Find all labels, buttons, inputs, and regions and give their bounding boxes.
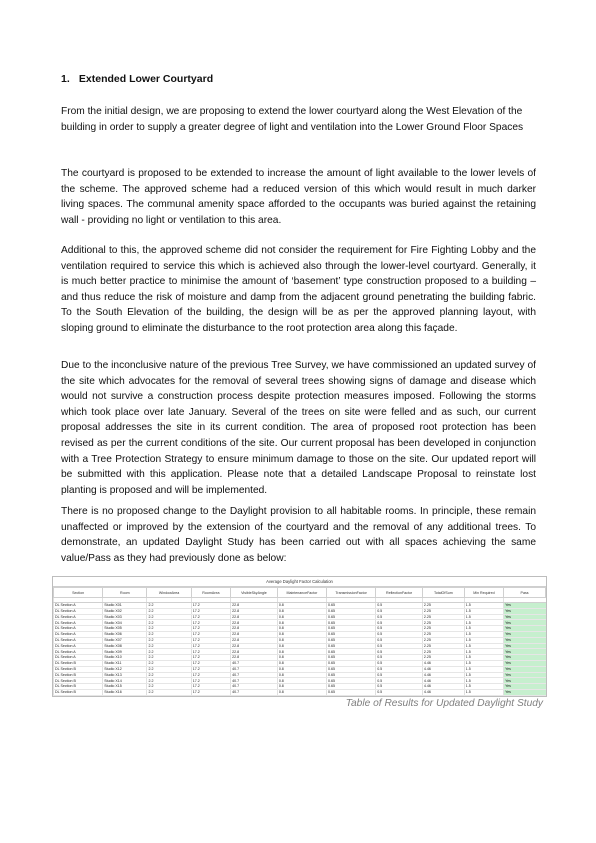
table-cell: 40.7 <box>231 678 278 684</box>
pass-cell: Yes <box>504 649 546 655</box>
table-cell: 2.25 <box>422 608 464 614</box>
paragraph: Due to the inconclusive nature of the previous Tree Survey, we have commissioned an updated survey of the site which advocates for the removal of several trees showing signs of damage and disease which would not survive a construction process despite protection measures imposed. Following the storms which took place over late January. Several of the trees on site were felled and as such, our current proposal addresses the site in its current condition. The area of proposed root protection has been revised as per the current conditions of the site. Our current proposal has been developed in conjunction with a Tree Protection Strategy to ensure minimum damage to those on the site. Our updated report will be submitted with this application. Please note that a detailed Landscape Proposal to reinstate lost planting is proposed and will be implemented. <box>61 360 536 496</box>
table-cell: Studio X07 <box>103 637 147 643</box>
table-cell: Studio X11 <box>103 660 147 666</box>
table-cell: 2.2 <box>147 684 191 690</box>
table-cell: 17.2 <box>191 637 230 643</box>
table-cell: 40.7 <box>231 684 278 690</box>
table-cell: 1.5 <box>464 678 503 684</box>
table-cell: Studio X06 <box>103 631 147 637</box>
table-cell: 4.46 <box>422 672 464 678</box>
table-cell: 2.25 <box>422 614 464 620</box>
pass-cell: Yes <box>504 614 546 620</box>
table-cell: DL Section B <box>54 660 103 666</box>
table-cell: 17.2 <box>191 689 230 695</box>
table-cell: 1.5 <box>464 643 503 649</box>
table-cell: DL Section B <box>54 689 103 695</box>
results-grid <box>53 587 546 697</box>
table-cell: 2.25 <box>422 603 464 609</box>
table-cell: 0.8 <box>277 614 326 620</box>
table-title: Average Daylight Factor Calculation <box>53 577 546 587</box>
table-cell <box>464 695 503 697</box>
table-cell: 0.65 <box>327 637 376 643</box>
table-cell: 2.2 <box>147 672 191 678</box>
table-cell: 17.2 <box>191 655 230 661</box>
table-cell: Studio X10 <box>103 655 147 661</box>
table-cell: 0.5 <box>376 637 423 643</box>
table-cell: 22.8 <box>231 603 278 609</box>
table-cell: Studio X04 <box>103 620 147 626</box>
table-cell: 2.25 <box>422 649 464 655</box>
table-cell: 1.5 <box>464 649 503 655</box>
table-cell: Studio X09 <box>103 649 147 655</box>
pass-cell: Yes <box>504 655 546 661</box>
table-cell: 0.5 <box>376 631 423 637</box>
table-cell: 0.65 <box>327 655 376 661</box>
table-cell: 0.65 <box>327 649 376 655</box>
table-cell: 0.65 <box>327 620 376 626</box>
column-header: VisibleSkyAngle <box>231 588 278 598</box>
table-cell: 0.5 <box>376 649 423 655</box>
pass-cell: Yes <box>504 626 546 632</box>
table-cell: 2.2 <box>147 637 191 643</box>
table-cell: Studio X13 <box>103 672 147 678</box>
pass-cell: Yes <box>504 666 546 672</box>
pass-cell: Yes <box>504 631 546 637</box>
table-cell: Studio X12 <box>103 666 147 672</box>
pass-cell: Yes <box>504 643 546 649</box>
table-cell: 0.5 <box>376 620 423 626</box>
table-cell: 0.65 <box>327 614 376 620</box>
table-cell: DL Section A <box>54 603 103 609</box>
table-header-row <box>54 588 546 598</box>
section-heading <box>61 73 213 85</box>
table-cell: 4.46 <box>422 666 464 672</box>
table-cell: 0.5 <box>376 689 423 695</box>
table-cell: 0.65 <box>327 631 376 637</box>
table-cell: DL Section A <box>54 626 103 632</box>
table-cell: 17.2 <box>191 631 230 637</box>
column-header: ReflectionFactor <box>376 588 423 598</box>
table-cell: 2.2 <box>147 608 191 614</box>
pass-cell: Yes <box>504 660 546 666</box>
table-cell: 0.5 <box>376 678 423 684</box>
column-header: Min Required <box>464 588 503 598</box>
table-cell: Studio X08 <box>103 643 147 649</box>
table-cell: 2.25 <box>422 626 464 632</box>
table-cell: 1.5 <box>464 637 503 643</box>
table-cell: DL Section A <box>54 631 103 637</box>
column-header: RoomArea <box>191 588 230 598</box>
table-cell: 2.25 <box>422 631 464 637</box>
table-caption: Table of Results for Updated Daylight Study <box>345 698 543 709</box>
table-cell: 0.5 <box>376 672 423 678</box>
table-cell: 0.65 <box>327 684 376 690</box>
table-row <box>54 695 546 697</box>
table-cell <box>376 695 423 697</box>
table-cell: 22.8 <box>231 620 278 626</box>
table-cell: 0.65 <box>327 608 376 614</box>
table-cell: 0.8 <box>277 655 326 661</box>
column-header: Section <box>54 588 103 598</box>
table-cell: 1.5 <box>464 603 503 609</box>
table-cell: DL Section B <box>54 678 103 684</box>
table-cell <box>191 695 230 697</box>
daylight-results-table <box>52 576 547 697</box>
table-cell: 0.8 <box>277 689 326 695</box>
table-cell: 17.2 <box>191 614 230 620</box>
table-cell: 22.8 <box>231 614 278 620</box>
table-cell: DL Section A <box>54 608 103 614</box>
table-cell: 0.65 <box>327 666 376 672</box>
table-cell: 22.8 <box>231 655 278 661</box>
pass-cell: Yes <box>504 608 546 614</box>
table-cell: 1.5 <box>464 608 503 614</box>
table-cell: 17.2 <box>191 620 230 626</box>
table-cell: 17.2 <box>191 626 230 632</box>
table-cell: 1.5 <box>464 684 503 690</box>
table-cell: 40.7 <box>231 689 278 695</box>
paragraph: The courtyard is proposed to be extended to increase the amount of light available to the lower levels of the scheme. The approved scheme had a reduced version of this which would result in much darker living spaces. The communal amenity space afforded to the occupants was buried against the retaining wall - providing no light or ventilation to this area. <box>61 168 536 226</box>
table-cell: 0.65 <box>327 643 376 649</box>
pass-cell <box>504 695 546 697</box>
column-header: MaintenanceFactor <box>277 588 326 598</box>
table-cell: 22.8 <box>231 608 278 614</box>
table-cell: 1.5 <box>464 620 503 626</box>
column-header: WindowArea <box>147 588 191 598</box>
table-cell: 4.46 <box>422 689 464 695</box>
table-cell: DL Section B <box>54 672 103 678</box>
table-cell: 0.8 <box>277 684 326 690</box>
table-cell: Studio X16 <box>103 689 147 695</box>
table-cell: 4.46 <box>422 660 464 666</box>
table-cell <box>327 695 376 697</box>
table-cell: DL Section B <box>54 666 103 672</box>
column-header: Pass <box>504 588 546 598</box>
paragraph: From the initial design, we are proposing to extend the lower courtyard along the West Elevation of the building in order to supply a greater degree of light and ventilation into the Lower Ground Floor Spaces <box>61 106 524 133</box>
table-cell: 0.8 <box>277 666 326 672</box>
table-cell: 2.25 <box>422 620 464 626</box>
table-cell <box>147 695 191 697</box>
table-cell: 0.8 <box>277 608 326 614</box>
table-cell: 1.5 <box>464 672 503 678</box>
table-cell: 0.8 <box>277 678 326 684</box>
table-cell: DL Section A <box>54 620 103 626</box>
table-cell: 0.65 <box>327 660 376 666</box>
table-cell: 40.7 <box>231 660 278 666</box>
table-cell: 0.8 <box>277 660 326 666</box>
table-cell: 0.8 <box>277 631 326 637</box>
table-cell: 0.5 <box>376 608 423 614</box>
table-cell <box>231 695 278 697</box>
table-cell: Studio X15 <box>103 684 147 690</box>
column-header: TotalOfSum <box>422 588 464 598</box>
table-cell: 1.5 <box>464 631 503 637</box>
paragraph: Additional to this, the approved scheme did not consider the requirement for Fire Fighting Lobby and the ventilation required to service this which is achieved also through the lower-level courtyard. Generally, it is much better practice to minimise the amount of ‘basement’ type construction proposed to a building – and thus reduce the risk of moisture and damp from the adjacent ground penetrating the building fabric. To the South Elevation of the building, the design will be as per the approved planning layout, with sloping ground to eliminate the disturbance to the root protection area along this façade. <box>61 245 536 334</box>
table-cell: 17.2 <box>191 684 230 690</box>
table-cell: 0.8 <box>277 637 326 643</box>
table-cell: 17.2 <box>191 649 230 655</box>
table-cell: DL Section A <box>54 655 103 661</box>
table-cell: 1.5 <box>464 689 503 695</box>
table-cell: 17.2 <box>191 666 230 672</box>
table-cell: 2.2 <box>147 660 191 666</box>
pass-cell: Yes <box>504 672 546 678</box>
paragraph: There is no proposed change to the Daylight provision to all habitable rooms. In principle, these remain unaffected or improved by the extension of the courtyard and the removal of any additional trees. To demonstrate, an updated Daylight Study has been carried out with all spaces achieving the same value/Pass as they had previously done as below: <box>61 506 536 564</box>
table-cell: Studio X05 <box>103 626 147 632</box>
table-cell: DL Section B <box>54 684 103 690</box>
table-cell: Studio X03 <box>103 614 147 620</box>
table-cell: 0.5 <box>376 655 423 661</box>
table-cell: 17.2 <box>191 643 230 649</box>
table-cell: 2.25 <box>422 637 464 643</box>
table-cell: 0.5 <box>376 626 423 632</box>
table-cell: 2.25 <box>422 655 464 661</box>
table-cell <box>54 695 103 697</box>
table-cell: DL Section A <box>54 643 103 649</box>
table-cell: 22.8 <box>231 626 278 632</box>
table-cell: 0.8 <box>277 626 326 632</box>
table-cell: 1.5 <box>464 626 503 632</box>
table-cell: Studio X01 <box>103 603 147 609</box>
table-cell: 0.8 <box>277 649 326 655</box>
table-cell: 17.2 <box>191 678 230 684</box>
table-cell: DL Section A <box>54 649 103 655</box>
table-cell: 0.5 <box>376 660 423 666</box>
table-cell: 0.8 <box>277 620 326 626</box>
table-cell: 0.8 <box>277 672 326 678</box>
table-cell: 2.2 <box>147 631 191 637</box>
table-cell: 17.2 <box>191 672 230 678</box>
table-cell: 0.5 <box>376 666 423 672</box>
table-cell: 0.65 <box>327 678 376 684</box>
table-cell: 1.5 <box>464 655 503 661</box>
table-cell: 1.5 <box>464 666 503 672</box>
table-cell: Studio X14 <box>103 678 147 684</box>
table-cell: 17.2 <box>191 603 230 609</box>
table-cell: 2.2 <box>147 689 191 695</box>
table-cell: 22.8 <box>231 637 278 643</box>
table-cell: 2.2 <box>147 678 191 684</box>
table-cell <box>277 695 326 697</box>
table-cell: 0.65 <box>327 672 376 678</box>
table-cell: 0.5 <box>376 614 423 620</box>
table-cell: 17.2 <box>191 608 230 614</box>
table-cell: 0.5 <box>376 643 423 649</box>
table-cell: 0.8 <box>277 603 326 609</box>
table-cell: 2.2 <box>147 643 191 649</box>
table-cell: 0.65 <box>327 689 376 695</box>
table-cell: 2.2 <box>147 649 191 655</box>
section-number: 1. <box>61 73 70 85</box>
column-header: Room <box>103 588 147 598</box>
table-cell: 4.46 <box>422 678 464 684</box>
table-cell: 40.7 <box>231 666 278 672</box>
table-cell: 40.7 <box>231 672 278 678</box>
table-cell: 1.5 <box>464 660 503 666</box>
table-cell: 0.5 <box>376 684 423 690</box>
pass-cell: Yes <box>504 678 546 684</box>
table-cell: 22.8 <box>231 649 278 655</box>
table-cell <box>103 695 147 697</box>
table-cell: 22.8 <box>231 643 278 649</box>
pass-cell: Yes <box>504 603 546 609</box>
pass-cell: Yes <box>504 684 546 690</box>
table-cell: 2.2 <box>147 655 191 661</box>
column-header: TransmissionFactor <box>327 588 376 598</box>
table-cell: 0.65 <box>327 603 376 609</box>
table-cell: 17.2 <box>191 660 230 666</box>
table-cell: 2.2 <box>147 614 191 620</box>
pass-cell: Yes <box>504 620 546 626</box>
table-cell: 4.46 <box>422 684 464 690</box>
table-cell: 0.8 <box>277 643 326 649</box>
table-cell: 0.65 <box>327 626 376 632</box>
table-cell: 2.2 <box>147 626 191 632</box>
table-cell <box>422 695 464 697</box>
table-cell: 1.5 <box>464 614 503 620</box>
pass-cell: Yes <box>504 637 546 643</box>
table-cell: DL Section A <box>54 637 103 643</box>
table-cell: 2.2 <box>147 666 191 672</box>
table-cell: 2.25 <box>422 643 464 649</box>
table-cell: 0.5 <box>376 603 423 609</box>
table-cell: Studio X02 <box>103 608 147 614</box>
pass-cell: Yes <box>504 689 546 695</box>
table-cell: 22.8 <box>231 631 278 637</box>
table-cell: 2.2 <box>147 620 191 626</box>
section-title: Extended Lower Courtyard <box>78 73 214 85</box>
table-cell: 2.2 <box>147 603 191 609</box>
table-cell: DL Section A <box>54 614 103 620</box>
